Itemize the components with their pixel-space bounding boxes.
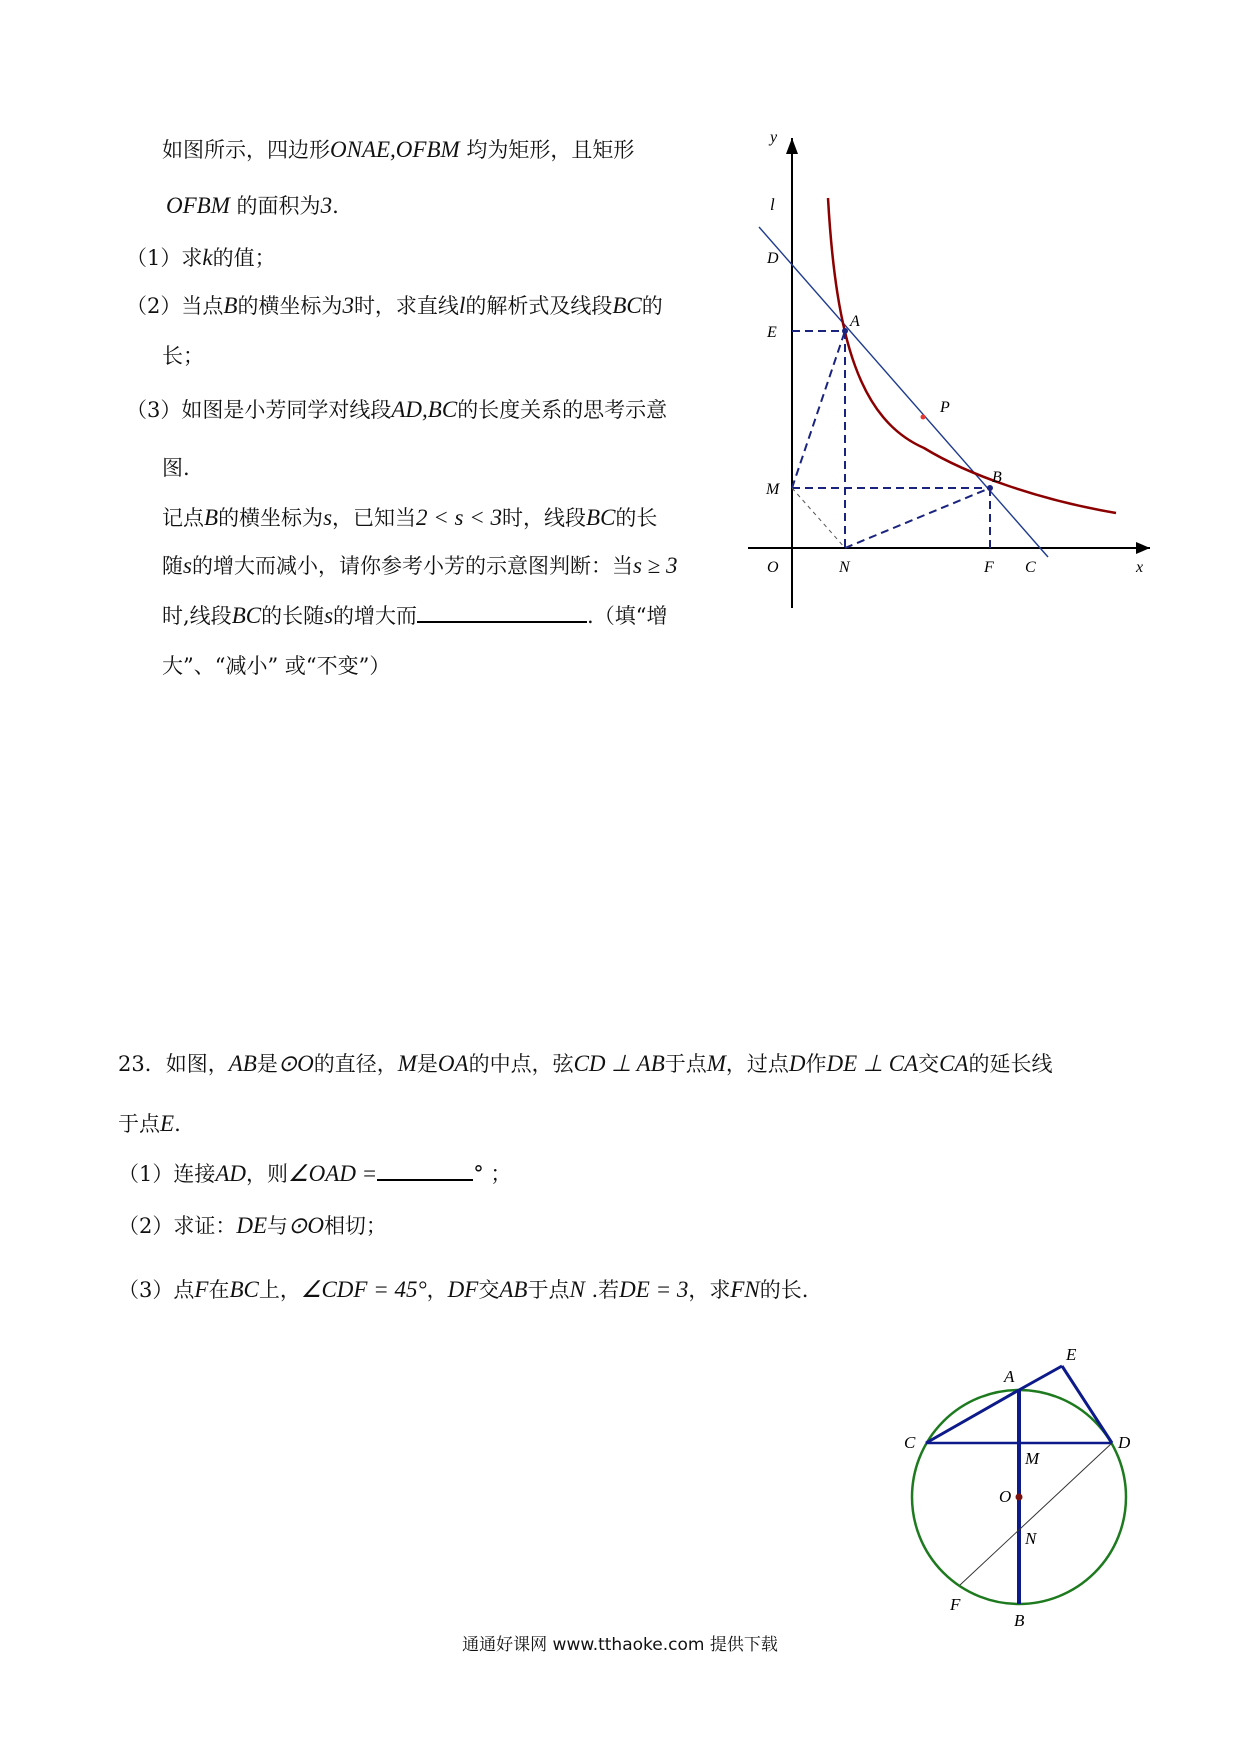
q23-part2: （2）求证：DE与⊙O相切；: [118, 1213, 387, 1238]
segment-CA: [926, 1390, 1019, 1443]
label-A: A: [1004, 1367, 1015, 1386]
q22-part2: （2）当点B的横坐标为3时，求直线l的解析式及线段BC的: [126, 293, 663, 318]
q22-remark-line3: 时,线段BC的长随s的增大而 .（填“增: [162, 603, 668, 628]
q22-part2-cont: 长；: [162, 344, 204, 368]
segment-NB: [845, 488, 990, 548]
label-F: F: [984, 559, 994, 576]
page-footer: 通通好课网 www.tthaoke.com 提供下载: [462, 1635, 778, 1655]
label-l: l: [770, 195, 775, 214]
q22-remark-line4: 大”、“减小” 或“不变”）: [162, 654, 391, 678]
point-P: [921, 415, 926, 420]
segment-MN: [792, 488, 845, 548]
q22-remark-line1: 记点B的横坐标为s，已知当2 < s < 3时，线段BC的长: [162, 505, 658, 530]
q22-intro-line1: 如图所示，四边形ONAE,OFBM 均为矩形，且矩形: [162, 137, 635, 162]
q23-part3: （3）点F在BC上，∠CDF = 45°，DF交AB于点N .若DE = 3，求FN的长.: [118, 1277, 809, 1302]
answer-blank-q22[interactable]: [417, 620, 587, 623]
x-axis-arrow: [1136, 542, 1150, 554]
label-D: D: [767, 250, 779, 267]
q22-part3-cont: 图.: [162, 456, 190, 480]
label-M: M: [1025, 1449, 1040, 1468]
label-F: F: [950, 1595, 961, 1614]
q22-remark-line2: 随s的增大而减小，请你参考小芳的示意图判断：当s ≥ 3: [162, 553, 678, 578]
q23-part1: （1）连接AD，则∠OAD = ° ；: [118, 1161, 512, 1186]
segment-AE: [1019, 1366, 1062, 1390]
label-O: O: [767, 559, 779, 576]
line-l: [759, 227, 1048, 557]
y-axis-arrow: [786, 138, 798, 154]
label-E: E: [1066, 1345, 1077, 1364]
label-N: N: [839, 559, 850, 576]
label-E: E: [767, 324, 777, 341]
figure-hyperbola: [740, 130, 1160, 610]
label-P: P: [940, 399, 950, 416]
label-x: x: [1136, 559, 1144, 576]
q22-intro-line2: OFBM 的面积为3.: [166, 193, 339, 218]
label-C: C: [904, 1433, 916, 1452]
figure-circle: [880, 1320, 1180, 1630]
label-M: M: [766, 481, 780, 498]
answer-blank-q23[interactable]: [377, 1178, 473, 1181]
label-B: B: [992, 469, 1002, 486]
point-A: [842, 328, 848, 334]
label-y: y: [770, 129, 778, 146]
label-D: D: [1118, 1433, 1131, 1452]
center-O: [1016, 1494, 1023, 1501]
segment-MA: [792, 331, 845, 488]
segment-ED: [1062, 1366, 1112, 1443]
q22-part3: （3）如图是小芳同学对线段AD,BC的长度关系的思考示意: [126, 397, 668, 422]
label-C: C: [1025, 559, 1036, 576]
label-A: A: [850, 313, 860, 330]
q23-stem-line2: 于点E.: [118, 1111, 181, 1136]
q22-part1: （1）求k的值；: [126, 245, 276, 270]
q23-stem-line1: 23．如图，AB是⊙O的直径，M是OA的中点，弦CD ⊥ AB于点M，过点D作DE ⊥ CA交CA的延长线: [118, 1051, 1053, 1076]
label-N: N: [1025, 1529, 1037, 1548]
label-B: B: [1014, 1611, 1025, 1630]
label-O: O: [999, 1487, 1012, 1506]
